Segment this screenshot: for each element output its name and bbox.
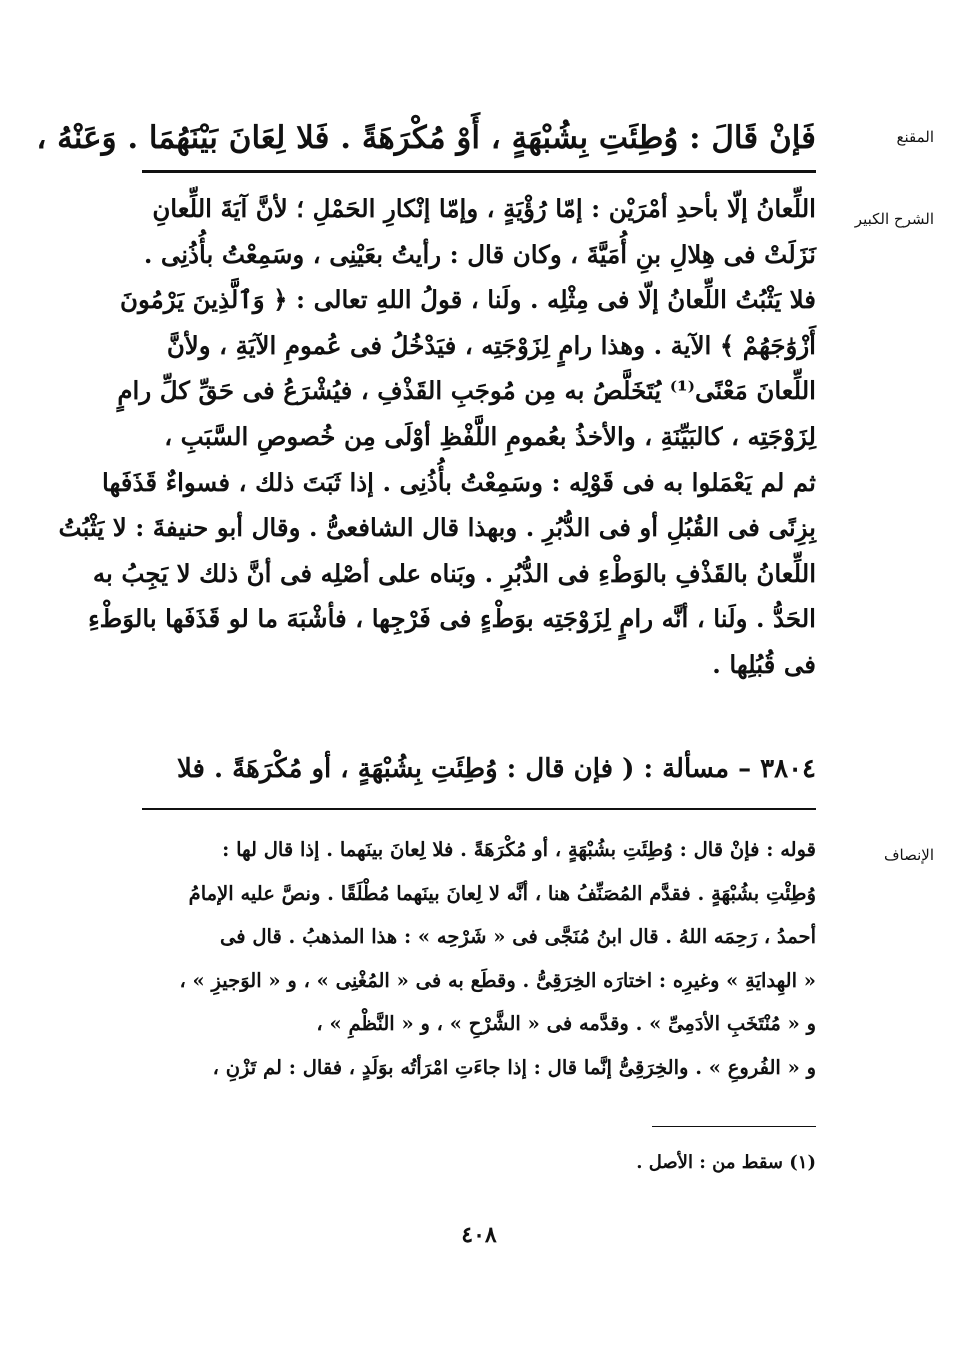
footnote-divider bbox=[652, 1126, 816, 1127]
insaf-line: وُطِئْتِ بشُبْهَةٍ . فقدَّم المُصَنِّفُ هنا ، أنَّه لا لِعانَ بينَهما مُطْلَقًا . ونصَّ عليه الإمامُ bbox=[188, 881, 816, 905]
sharh-line: فى قُبُلِها . bbox=[712, 649, 816, 679]
insaf-line: و « الفُروعِ » . والخِرَقِىُّ إنَّما قال : إذا جاءَتِ امْرَأتُه بوَلَدٍ ، فقال : لم تَزْنِ ، bbox=[212, 1055, 816, 1079]
section-label-insaf: الإنصاف bbox=[883, 846, 934, 864]
section-divider bbox=[142, 808, 816, 810]
page-number: ٤٠٨ bbox=[461, 1222, 497, 1248]
muqni-text-block bbox=[36, 112, 816, 164]
sharh-line: أَزْوَٰجَهُمْ ﴾ الآية . وهذا رامٍ لِزَوْجَتِه ، فيَدْخُلُ فى عُمومِ الآيَةِ ، ولأنَّ bbox=[166, 330, 816, 360]
footnote: (١) سقط من : الأصل . bbox=[636, 1152, 816, 1173]
sharh-text-block bbox=[58, 186, 816, 688]
insaf-text-block bbox=[138, 828, 816, 1089]
section-divider bbox=[142, 170, 816, 173]
sharh-line: فلا يَثْبُتُ اللِّعانُ إلّا فى مِثْلِه . ولَنا ، قولُ اللهِ تعالى : ﴿ وَٱلَّذِينَ يَرْمُونَ bbox=[119, 285, 816, 315]
masala-heading bbox=[138, 744, 816, 794]
sharh-line: ثم لم يَعْمَلوا به فى قَوْلِه : وسَمِعْتُ بأُذُنِى . إذا ثَبَتَ ذلك ، فسواءٌ قَذَفَها bbox=[102, 467, 816, 497]
sharh-line: لِزَوْجَتِه ، كالبَيِّنَةِ ، والأخذُ بعُمومِ اللَّفْظِ أوْلَى مِن خُصوصِ السَّبَبِ ، bbox=[164, 421, 816, 451]
sharh-line: اللِّعانَ مَعْنًى⁽¹⁾ يُتَخَلَّصُ به مِن مُوجَبِ القَذْفِ ، فيُشْرَعُ فى حَقِّ كلِّ رامٍ bbox=[117, 376, 816, 406]
sharh-line: نَزَلَتْ فى هِلالِ بنِ أُمَيَّةَ ، وكان قال : رأيتُ بعَيْنِى ، وسَمِعْتُ بأُذُنِى . bbox=[143, 239, 816, 269]
insaf-line: أحمدُ ، رَحِمَه اللهُ . قال ابنُ مُنَجَّى فى « شَرْحِه » : هذا المذهبُ . قال فى bbox=[219, 925, 816, 948]
masala-line: ٣٨٠٤ – مسألة : ( فإن قال : وُطِئَتِ بِشُبْهَةٍ ، أو مُكْرَهَةً . فلا bbox=[177, 754, 816, 784]
section-label-sharh: الشرح الكبير bbox=[854, 210, 934, 228]
insaf-line: و « مُنْتَخَبِ الأدَمِىِّ » . وقدَّمه فى « الشَّرْحِ » ، و « النَّظْمِ » ، bbox=[316, 1012, 816, 1035]
insaf-line: قوله : فإنْ قال : وُطِئَتِ بشُبْهَةٍ ، أو مُكْرَهَةً . فلا لِعانَ بينَهما . إذا قال لها : bbox=[222, 838, 816, 861]
section-label-muqni: المقنع bbox=[896, 128, 934, 146]
sharh-line: الحَدُّ . ولَنا ، أنَّه رامٍ لِزَوْجَتِه بوَطْءٍ فى فَرْجِها ، فأشْبَهَ ما لو قَذَفَها بالوَطْءِ bbox=[88, 604, 816, 634]
insaf-line: « الهِدايَةِ » وغيرِه : اختارَه الخِرَقِىُّ . وقطَع به فى « المُغْنِى » ، و « الوَجيزِ » ، bbox=[179, 968, 816, 992]
sharh-line: اللِّعانُ إلّا بأحدِ أمْرَيْن : إمّا رُؤْيَةٍ ، وإمّا إنْكارِ الحَمْلِ ؛ لأنَّ آيَةَ اللِّعانِ bbox=[152, 194, 816, 223]
sharh-line: بِزِنًى فى القُبُلِ أو فى الدُّبُرِ . وبهذا قال الشافعىُّ . وقال أبو حنيفةَ : لا يَثْبُتُ bbox=[58, 513, 816, 543]
muqni-line: فَإنْ قَالَ : وُطِئَتِ بِشُبْهَةٍ ، أَوْ مُكْرَهَةً . فَلا لِعَانَ بَيْنَهُمَا . وَعَنْهُ ، bbox=[36, 120, 816, 156]
sharh-line: اللِّعانُ بالقَذْفِ بالوَطْءِ فى الدُّبُرِ . وبَناه على أصْلِه فى أنَّ ذلك لا يَجِبُ به bbox=[92, 558, 816, 588]
